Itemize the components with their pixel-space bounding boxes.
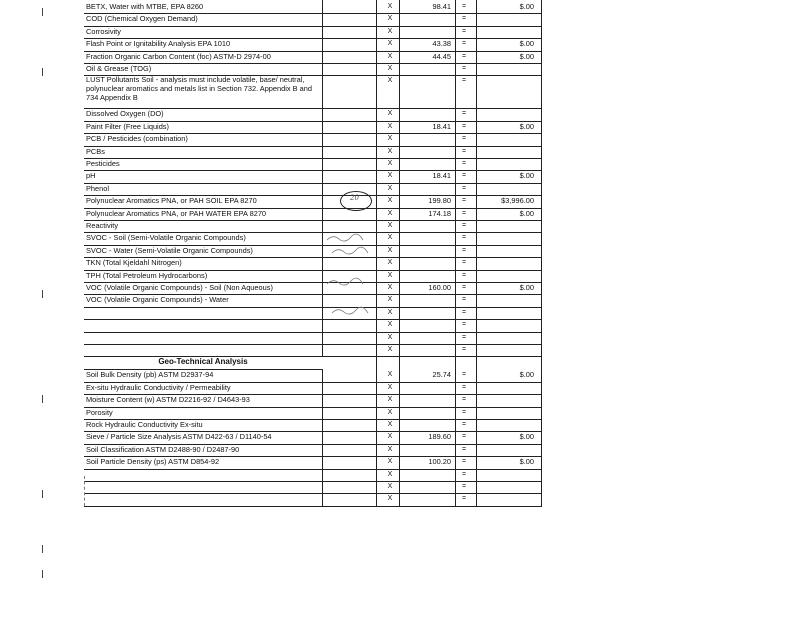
- line-total: $.00: [519, 208, 534, 218]
- analysis-description: BETX, Water with MTBE, EPA 8260: [86, 2, 204, 11]
- selection-mark: X: [387, 271, 393, 279]
- selection-mark: X: [387, 52, 393, 60]
- analysis-description: [86, 332, 322, 344]
- selection-mark: X: [387, 246, 393, 254]
- selection-mark: X: [387, 209, 393, 217]
- selection-mark: X: [387, 333, 393, 341]
- equals-sign: =: [461, 433, 467, 441]
- line-total: $.00: [519, 457, 534, 467]
- handwritten-mark: [330, 245, 370, 257]
- analysis-description: TKN (Total Kjeldahl Nitrogen): [86, 258, 182, 268]
- selection-mark: X: [387, 445, 393, 453]
- analysis-description: [86, 493, 322, 505]
- analysis-description: TPH (Total Petroleum Hydrocarbons): [86, 270, 208, 280]
- unit-price: 18.41: [432, 171, 451, 181]
- selection-mark: X: [387, 383, 393, 391]
- analysis-description: pH: [86, 171, 96, 181]
- selection-mark: X: [387, 259, 393, 267]
- column-rule: [322, 369, 323, 505]
- analysis-description: PCB / Pesticides (combination): [86, 134, 188, 144]
- equals-sign: =: [461, 246, 467, 254]
- line-total: $.00: [519, 39, 534, 49]
- selection-mark: X: [387, 135, 393, 143]
- selection-mark: X: [387, 346, 393, 353]
- equals-sign: =: [461, 27, 467, 35]
- equals-sign: =: [461, 259, 467, 267]
- selection-mark: X: [387, 122, 393, 130]
- selection-mark: X: [387, 234, 393, 242]
- line-total: $.00: [519, 171, 534, 181]
- table-row: [84, 195, 542, 207]
- equals-sign: =: [461, 470, 467, 478]
- table-row: [84, 220, 542, 232]
- selection-mark: X: [387, 396, 393, 404]
- analysis-description: VOC (Volatile Organic Compounds) - Soil (Non Aqueous): [86, 283, 273, 292]
- table-row: [84, 133, 542, 145]
- table-row: [84, 369, 542, 381]
- table-row: [84, 26, 542, 38]
- selection-mark: X: [387, 421, 393, 428]
- analysis-description: [86, 307, 322, 319]
- equals-sign: =: [461, 209, 467, 217]
- table-row: [84, 183, 542, 195]
- circled-quantity-text: 20: [350, 194, 359, 203]
- margin-tick: [42, 290, 43, 298]
- table-row: [84, 158, 542, 170]
- selection-mark: X: [387, 284, 393, 291]
- equals-sign: =: [461, 346, 467, 353]
- selection-mark: X: [387, 222, 393, 229]
- equals-sign: =: [461, 383, 467, 391]
- line-total: $.00: [519, 370, 534, 380]
- analysis-description: Fraction Organic Carbon Content (foc) ASTM-D 2974-00: [86, 51, 271, 61]
- unit-price: 98.41: [432, 2, 451, 11]
- analysis-description: Paint Filter (Free Liquids): [86, 121, 169, 131]
- line-total: $.00: [519, 51, 534, 61]
- analysis-description: Corrosivity: [86, 26, 121, 36]
- table-row: [84, 307, 542, 319]
- selection-mark: X: [387, 470, 393, 478]
- equals-sign: =: [461, 458, 467, 466]
- equals-sign: =: [461, 421, 467, 428]
- equals-sign: =: [461, 172, 467, 180]
- margin-tick: [42, 570, 43, 578]
- column-rule: [376, 0, 377, 506]
- table-row: [84, 469, 542, 481]
- equals-sign: =: [461, 110, 467, 118]
- table-row: [84, 270, 542, 282]
- analysis-description: Oil & Grease (TOG): [86, 64, 152, 73]
- equals-sign: =: [461, 160, 467, 167]
- equals-sign: =: [461, 197, 467, 205]
- margin-tick: [42, 8, 43, 16]
- table-row: [84, 257, 542, 269]
- equals-sign: =: [461, 321, 467, 329]
- analysis-description: Soil Classification ASTM D2488-90 / D2487-90: [86, 444, 240, 454]
- equals-sign: =: [461, 271, 467, 279]
- equals-sign: =: [461, 3, 467, 10]
- selection-mark: X: [387, 458, 393, 466]
- selection-mark: X: [387, 495, 393, 503]
- analysis-description: SVOC - Water (Semi-Volatile Organic Compounds): [86, 245, 253, 255]
- analysis-description: Porosity: [86, 407, 113, 417]
- unit-price: 199.80: [428, 196, 451, 206]
- analysis-description: [86, 319, 322, 331]
- equals-sign: =: [461, 296, 467, 304]
- equals-sign: =: [461, 284, 467, 291]
- equals-sign: =: [461, 396, 467, 404]
- table-row: [84, 456, 542, 468]
- analysis-description: [86, 344, 322, 356]
- analysis-description: Phenol: [86, 183, 110, 193]
- equals-sign: =: [461, 234, 467, 242]
- equals-sign: =: [461, 135, 467, 143]
- section-heading: Geo-Technical Analysis: [158, 357, 248, 367]
- analysis-description: Flash Point or Ignitability Analysis EPA 1010: [86, 39, 231, 49]
- analysis-description: PCBs: [86, 146, 105, 156]
- selection-mark: X: [387, 433, 393, 441]
- analysis-description: Dissolved Oxygen (DO): [86, 109, 164, 119]
- equals-sign: =: [461, 333, 467, 341]
- equals-sign: =: [461, 77, 467, 85]
- table-row: [84, 208, 542, 220]
- equals-sign: =: [461, 495, 467, 503]
- unit-price: 174.18: [428, 208, 451, 218]
- unit-price: 189.60: [428, 432, 451, 442]
- column-rule: [322, 0, 323, 356]
- analysis-description: [86, 481, 322, 493]
- handwritten-mark: [330, 305, 370, 317]
- column-rule: [476, 0, 477, 506]
- table-row: [84, 232, 542, 244]
- analysis-description: Soil Particle Density (ps) ASTM D854-92: [86, 457, 220, 467]
- selection-mark: X: [387, 172, 393, 180]
- table-row: [84, 245, 542, 257]
- selection-mark: X: [387, 147, 393, 155]
- selection-mark: X: [387, 184, 393, 192]
- selection-mark: X: [387, 321, 393, 329]
- selection-mark: X: [387, 40, 393, 48]
- selection-mark: X: [387, 296, 393, 304]
- analysis-description: [86, 469, 322, 481]
- analysis-description: COD (Chemical Oxygen Demand): [86, 14, 198, 24]
- equals-sign: =: [461, 408, 467, 416]
- equals-sign: =: [461, 184, 467, 192]
- table-row: [84, 419, 542, 431]
- equals-sign: =: [461, 445, 467, 453]
- equals-sign: =: [461, 122, 467, 130]
- equals-sign: =: [461, 308, 467, 316]
- equals-sign: =: [461, 483, 467, 490]
- unit-price: 18.41: [432, 121, 451, 131]
- line-total: $.00: [519, 432, 534, 442]
- unit-price: 100.20: [428, 457, 451, 467]
- equals-sign: =: [461, 40, 467, 48]
- line-total: $.00: [519, 2, 534, 11]
- margin-tick: [42, 395, 43, 403]
- column-rule: [455, 0, 456, 506]
- equals-sign: =: [461, 15, 467, 23]
- selection-mark: X: [387, 3, 393, 10]
- table-row: [84, 1, 542, 13]
- table-row: [84, 431, 542, 443]
- analysis-description: Polynuclear Aromatics PNA, or PAH SOIL EPA 8270: [86, 196, 257, 206]
- table-row: [84, 294, 542, 306]
- margin-tick: [42, 68, 43, 76]
- analysis-description: Ex-situ Hydraulic Conductivity / Permeability: [86, 382, 231, 392]
- equals-sign: =: [461, 222, 467, 229]
- table-row: [84, 481, 542, 493]
- table-row: [84, 170, 542, 182]
- analysis-description: Polynuclear Aromatics PNA, or PAH WATER EPA 8270: [86, 208, 267, 218]
- line-total: $.00: [519, 121, 534, 131]
- analysis-description: SVOC - Soil (Semi-Volatile Organic Compounds): [86, 233, 246, 243]
- column-rule: [399, 0, 400, 506]
- equals-sign: =: [461, 65, 467, 72]
- selection-mark: X: [387, 483, 393, 490]
- selection-mark: X: [387, 160, 393, 167]
- analysis-description: Soil Bulk Density (pb) ASTM D2937-94: [86, 370, 214, 380]
- analysis-description: LUST Pollutants Soil - analysis must include volatile, base/ neutral, polynuclear aromatics and metals list in Section 732. Appendix B and 734 Appendix B: [86, 75, 312, 103]
- selection-mark: X: [387, 27, 393, 35]
- margin-tick: [42, 545, 43, 553]
- table-row: [84, 75, 542, 108]
- analysis-description: Moisture Content (w) ASTM D2216-92 / D4643-93: [86, 395, 250, 405]
- table-row: [84, 444, 542, 456]
- handwritten-mark: [325, 232, 365, 244]
- table-row: [84, 146, 542, 158]
- table-row: [84, 394, 542, 406]
- analysis-description: VOC (Volatile Organic Compounds) - Water: [86, 295, 229, 305]
- unit-price: 43.38: [432, 39, 451, 49]
- row-divider: [84, 506, 542, 507]
- column-rule: [541, 0, 542, 506]
- table-row: [84, 407, 542, 419]
- selection-mark: X: [387, 308, 393, 316]
- table-row: [84, 493, 542, 505]
- table-row: [84, 121, 542, 133]
- table-row: [84, 382, 542, 394]
- selection-mark: X: [387, 15, 393, 23]
- equals-sign: =: [461, 147, 467, 155]
- line-total: $.00: [519, 283, 534, 292]
- selection-mark: X: [387, 65, 393, 72]
- handwritten-mark: [325, 276, 365, 288]
- selection-mark: X: [387, 408, 393, 416]
- selection-mark: X: [387, 110, 393, 118]
- analysis-description: Reactivity: [86, 221, 119, 230]
- selection-mark: X: [387, 371, 393, 379]
- analysis-description: Pesticides: [86, 159, 120, 168]
- table-row: [84, 344, 542, 356]
- selection-mark: X: [387, 77, 393, 85]
- margin-tick: [42, 490, 43, 498]
- analysis-description: Sieve / Particle Size Analysis ASTM D422-63 / D1140-54: [86, 432, 272, 442]
- selection-mark: X: [387, 197, 393, 205]
- table-row: [84, 319, 542, 331]
- table-row: [84, 38, 542, 50]
- left-margin-rule: [84, 476, 85, 506]
- analysis-description: Rock Hydraulic Conductivity Ex-situ: [86, 420, 203, 429]
- table-row: [84, 51, 542, 63]
- table-row: [84, 13, 542, 25]
- unit-price: 160.00: [428, 283, 451, 292]
- equals-sign: =: [461, 371, 467, 379]
- unit-price: 25.74: [432, 370, 451, 380]
- equals-sign: =: [461, 52, 467, 60]
- table-row: [84, 332, 542, 344]
- table-row: [84, 108, 542, 120]
- table-row: [84, 63, 542, 75]
- unit-price: 44.45: [432, 51, 451, 61]
- table-row: [84, 282, 542, 294]
- line-total: $3,996.00: [501, 196, 534, 206]
